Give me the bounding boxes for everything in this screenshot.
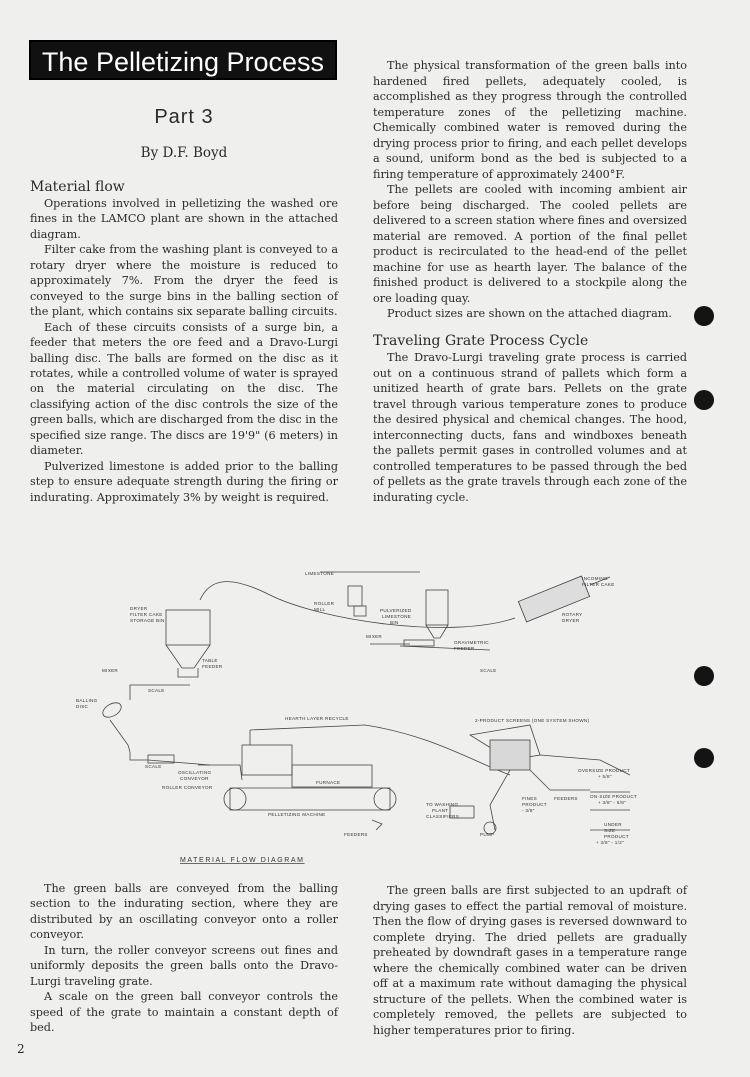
- label-filter-cake-bin: FILTER CAKE: [130, 612, 163, 617]
- right-top-column: [373, 58, 687, 322]
- label-oscillating: OSCILLATING: [178, 770, 212, 775]
- label-limestone: LIMESTONE: [305, 571, 335, 576]
- paragraph: Product sizes are shown on the attached diagram.: [387, 307, 672, 320]
- label-fines-size: - 3/8": [522, 808, 535, 813]
- label-feeder: FEEDER: [454, 646, 475, 651]
- bottom-left-column: [30, 881, 338, 1036]
- binder-hole: [694, 390, 714, 410]
- page-number: 2: [17, 1042, 25, 1056]
- paragraph: The green balls are conveyed from the balling section to the indurating section, where they are distributed by an oscillating conveyor onto a roller conveyor.: [30, 882, 338, 942]
- material-flow-heading: Material flow: [30, 179, 125, 195]
- author-line: By D.F. Boyd: [140, 145, 228, 161]
- label-on-size: ON-SIZE PRODUCT: [590, 794, 638, 799]
- label-size: SIZE: [604, 828, 616, 833]
- label-dryer-bin: DRYER: [130, 606, 148, 611]
- limestone-bin: [426, 590, 448, 638]
- paragraph: The pellets are cooled with incoming ambient air before being discharged. The cooled pellets are delivered to a screen station where fines and oversized material are removed. A portion of the final pellet product is recirculated to the head-end of the pellet machine for use as hearth layer. The balance of the finished product is delivered to a stockpile along the ore loading quay.: [373, 183, 687, 305]
- label-rotary: ROTARY: [562, 612, 583, 617]
- pelletizing-machine: [224, 745, 396, 830]
- label-table-feeder: FEEDER: [202, 664, 223, 669]
- paragraph: Filter cake from the washing plant is conveyed to a rotary dryer where the moisture is reduced to approximately 7%. From the dryer the feed is conveyed to the surge bins in the balling section of the plant, which contains six separate balling circuits.: [30, 243, 338, 319]
- label-scale-bottom: SCALE: [145, 764, 162, 769]
- label-furnace: FURNACE: [316, 780, 341, 785]
- label-bin: BIN: [390, 620, 399, 625]
- label-pelletizing-machine: PELLETIZING MACHINE: [268, 812, 326, 817]
- paragraph: Operations involved in pelletizing the washed ore fines in the LAMCO plant are shown in the attached diagram.: [30, 197, 338, 241]
- label-conveyor: CONVEYOR: [180, 776, 209, 781]
- label-pump: PUMP: [480, 832, 495, 837]
- label-pulverized: PULVERIZED: [380, 608, 412, 613]
- label-oversize: OVERSIZE PRODUCT: [578, 768, 631, 773]
- label-fines-product: PRODUCT: [522, 802, 547, 807]
- label-classifiers: CLASSIFIERS: [426, 814, 460, 819]
- label-gravimetric: GRAVIMETRIC: [454, 640, 489, 645]
- part-heading: Part 3: [154, 106, 214, 128]
- label-feeders-bottom: FEEDERS: [344, 832, 368, 837]
- paragraph: The green balls are first subjected to an updraft of drying gases to effect the partial removal of moisture. Then the flow of drying gases is reversed downward to complete drying. The dried pellets are gradually preheated by downdraft gases in a temperature range where the chemically combined water can be driven off at a maximum rate without damaging the physical structure of the pellets. When the combined water is completely removed, the pellets are subjected to higher temperatures prior to firing.: [373, 884, 687, 1037]
- label-storage-bin: STORAGE BIN: [130, 618, 165, 623]
- label-filter-cake: FILTER CAKE: [582, 582, 615, 587]
- label-plant: PLANT: [432, 808, 449, 813]
- label-oversize-size: + 5/8": [598, 774, 612, 779]
- label-table: TABLE: [202, 658, 218, 663]
- label-limestone-bin: LIMESTONE: [382, 614, 412, 619]
- paragraph: In turn, the roller conveyor screens out fines and uniformly deposits the green balls onto the Dravo-Lurgi traveling grate.: [30, 943, 338, 988]
- paragraph: A scale on the green ball conveyor controls the speed of the grate to maintain a constant depth of bed.: [30, 990, 338, 1035]
- label-roller-conveyor: ROLLER CONVEYOR: [162, 785, 213, 790]
- label-scale-top: SCALE: [480, 668, 497, 673]
- bottom-right-column: [373, 883, 687, 1038]
- label-product-screens: 2-PRODUCT SCREENS (ONE SYSTEM SHOWN): [475, 718, 590, 723]
- label-mill: MILL: [314, 607, 326, 612]
- paragraph: Each of these circuits consists of a surge bin, a feeder that meters the ore feed and a Dravo-Lurgi balling disc. The balls are formed on the disc as it rotates, while a controlled volume of water is sprayed on the material circulating on the disc. The classifying action of the disc controls the size of the green balls, which are discharged from the disc in the specified size range. The discs are 19'9" (6 meters) in diameter.: [30, 320, 338, 458]
- label-to-washing: TO WASHING: [426, 802, 459, 807]
- paragraph: Pulverized limestone is added prior to the balling step to ensure adequate strength during the firing or indurating. Approximately 3% by weight is required.: [30, 459, 338, 504]
- label-feeders-right: FEEDERS: [554, 796, 578, 801]
- label-fines: FINES: [522, 796, 538, 801]
- traveling-grate-column: [373, 350, 687, 505]
- label-mixer-top: MIXER: [366, 634, 383, 639]
- label-hearth-recycle: HEARTH LAYER RECYCLE: [285, 716, 349, 721]
- label-balling: BALLING: [76, 698, 98, 703]
- article-title: The Pelletizing Process: [29, 40, 337, 80]
- label-scale-left: SCALE: [148, 688, 165, 693]
- traveling-grate-heading: Traveling Grate Process Cycle: [373, 333, 589, 349]
- material-flow-column: [30, 196, 338, 505]
- label-under: UNDER: [604, 822, 622, 827]
- label-on-size-range: + 3/8" - 5/8": [598, 800, 626, 805]
- binder-hole: [694, 748, 714, 768]
- binder-hole: [694, 666, 714, 686]
- material-flow-diagram: [70, 560, 720, 870]
- paragraph: The physical transformation of the green balls into hardened fired pellets, adequately cooled, is accomplished as they progress through the controlled temperature zones of the pelletizing machine. Chemically combined water is removed during the drying process prior to firing, and each pellet develops a sound, uniform bond as the bed is subjected to a firing temperature of approximately 2400°F.: [373, 59, 687, 181]
- label-roller: ROLLER: [314, 601, 335, 606]
- label-incoming: INCOMING: [582, 576, 608, 581]
- label-disc: DISC: [76, 704, 89, 709]
- diagram-caption: MATERIAL FLOW DIAGRAM: [180, 857, 305, 864]
- paragraph: The Dravo-Lurgi traveling grate process is carried out on a continuous strand of pallets which form a unitized hearth of grate bars. Pellets on the grate travel through various temperature zones to produce the desired physical and chemical changes. The hood, interconnecting ducts, fans and windboxes beneath the pallets permit gases in controlled volumes and at controlled temperatures to be passed through the bed of pellets as the grate travels through each zone of the indurating cycle.: [373, 351, 687, 504]
- label-dryer: DRYER: [562, 618, 580, 623]
- label-mixer: MIXER: [102, 668, 119, 673]
- label-product: PRODUCT: [604, 834, 629, 839]
- label-under-range: + 3/8" - 1/2": [596, 840, 624, 845]
- binder-hole: [694, 306, 714, 326]
